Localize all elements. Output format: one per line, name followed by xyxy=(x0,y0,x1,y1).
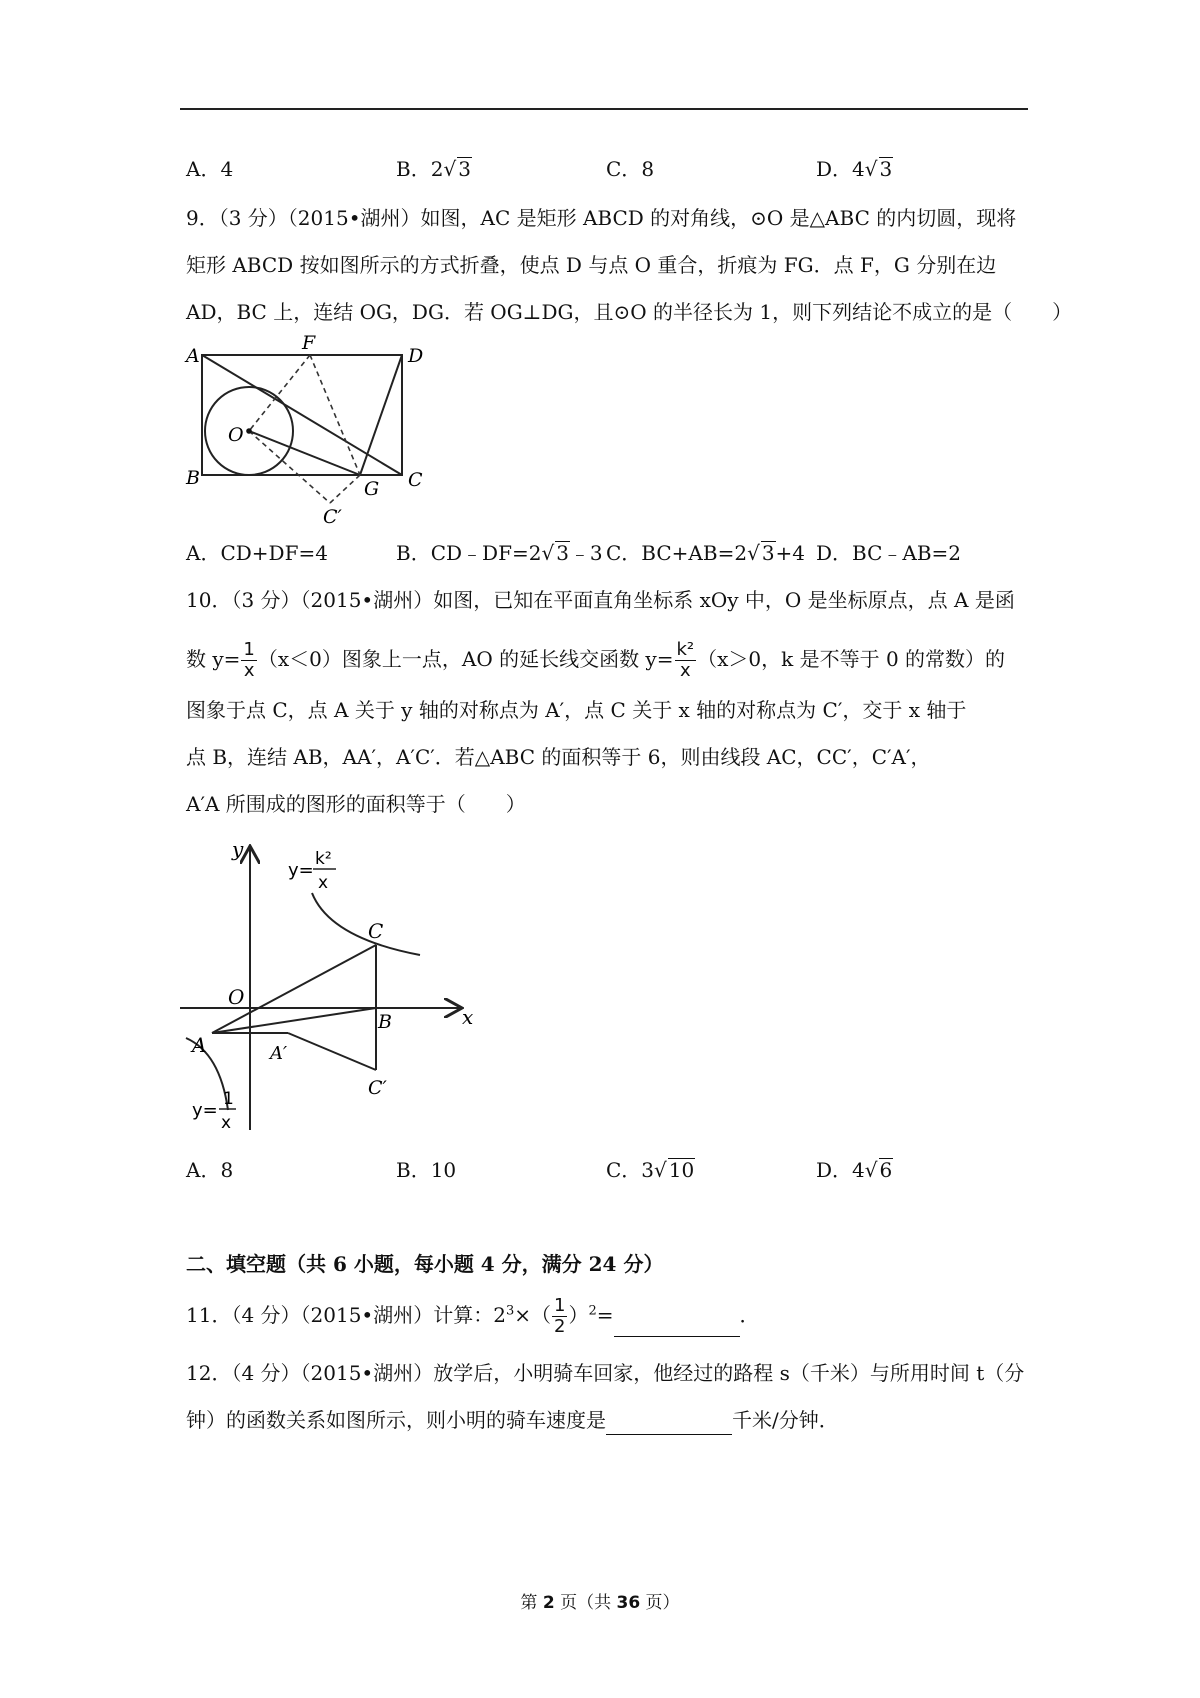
q9-figure xyxy=(180,335,450,530)
label-origin: O xyxy=(228,985,245,1009)
q9-option-d: D．BC﹣AB=2 xyxy=(816,541,962,565)
sqrt-radicand: 6 xyxy=(879,1158,893,1182)
fold-oc-prime xyxy=(249,431,330,503)
sqrt-radicand: 10 xyxy=(668,1158,695,1182)
q10-line-4: 点 B，连结 AB，AA′，A′C′．若△ABC 的面积等于 6，则由线段 AC，CC′，C′A′， xyxy=(186,745,931,769)
q9-line-3: AD，BC 上，连结 OG，DG．若 OG⊥DG，且⊙O 的半径长为 1，则下列结论不成立的是（ ） xyxy=(186,300,1073,324)
label-g: G xyxy=(364,478,380,500)
section-2-title: 二、填空题（共 6 小题，每小题 4 分，满分 24 分） xyxy=(186,1252,664,1276)
sqrt-radicand: 3 xyxy=(761,541,775,565)
q10-option-b: B．10 xyxy=(396,1158,457,1182)
page-number: 2 xyxy=(542,1593,555,1613)
fold-c-prime-g xyxy=(330,475,360,503)
label-b: B xyxy=(378,1011,392,1033)
segment-og xyxy=(249,431,360,475)
q8-option-c: C．8 xyxy=(606,157,655,181)
q10-line-5: A′A 所围成的图形的面积等于（ ） xyxy=(186,792,526,816)
fraction-k2-over-x: $\frac{\text{k²}}{x}$ xyxy=(676,639,695,681)
q8-option-b: B．2√ 3 xyxy=(396,157,471,181)
label-a-prime: A′ xyxy=(270,1043,288,1064)
q10-option-a: A．8 xyxy=(186,1158,234,1182)
label-d: D xyxy=(408,345,424,367)
header-rule xyxy=(180,108,1028,110)
fold-fg xyxy=(310,355,360,475)
label-o: O xyxy=(228,424,244,446)
q11-answer-blank[interactable] xyxy=(614,1314,740,1337)
label-x-axis: x xyxy=(462,1005,474,1029)
q9-option-a: A．CD+DF=4 xyxy=(186,541,328,565)
label-y-axis: y xyxy=(232,838,244,861)
label-a: A xyxy=(192,1033,207,1057)
q9-option-c: C．BC+AB=2√ 3+4 xyxy=(606,541,806,565)
q11-line: 11．（4 分）（2015•湖州）计算：$2^3\times$（ $\frac{1}{2}$ ）$^2$= ． xyxy=(186,1295,760,1337)
sqrt-radicand: 3 xyxy=(458,157,471,181)
segment-dg xyxy=(360,355,402,475)
page-footer: 第 2 页（共 36 页） xyxy=(520,1593,680,1613)
curve-top-den: x xyxy=(318,873,329,893)
curve-top-num: k² xyxy=(315,849,332,869)
q9-line-2: 矩形 ABCD 按如图所示的方式折叠，使点 D 与点 O 重合，折痕为 FG．点 F，G 分别在边 xyxy=(186,253,997,277)
q10-figure xyxy=(180,838,480,1138)
label-c-prime: C′ xyxy=(368,1077,387,1099)
label-b: B xyxy=(186,467,200,489)
total-pages: 36 xyxy=(616,1593,641,1613)
q12-line-1: 12．（4 分）（2015•湖州）放学后，小明骑车回家，他经过的路程 s（千米）与所用时间 t（分 xyxy=(186,1361,1025,1385)
q12-answer-blank[interactable] xyxy=(606,1412,732,1435)
q10-option-d: D．4√ 6 xyxy=(816,1158,893,1182)
fold-fo xyxy=(249,355,310,431)
fraction-1-over-x: $\frac{1}{x}$ xyxy=(243,639,255,681)
q12-line-2: 钟）的函数关系如图所示，则小明的骑车速度是 千米/分钟． xyxy=(186,1405,839,1435)
q9-line-1: 9．（3 分）（2015•湖州）如图，AC 是矩形 ABCD 的对角线，⊙O 是△ABC 的内切圆，现将 xyxy=(186,206,1017,230)
sqrt-radicand: 3 xyxy=(556,541,569,565)
diagonal-ac xyxy=(202,355,402,475)
q10-line-3: 图象于点 C，点 A 关于 y 轴的对称点为 A′，点 C 关于 x 轴的对称点为 C′，交于 x 轴于 xyxy=(186,698,967,722)
q8-option-d: D．4√ 3 xyxy=(816,157,893,181)
curve-bottom-num: 1 xyxy=(223,1089,234,1109)
point-o xyxy=(246,428,252,434)
label-f: F xyxy=(302,335,316,354)
q9-option-b: B．CD﹣DF=2√ 3﹣3 xyxy=(396,541,603,565)
sqrt-radicand: 3 xyxy=(879,157,893,181)
curve-bottom-prefix: y= xyxy=(192,1100,218,1121)
q10-line-1: 10．（3 分）（2015•湖州）如图，已知在平面直角坐标系 xOy 中，O 是坐标原点，点 A 是函 xyxy=(186,588,1015,612)
label-c: C xyxy=(408,469,423,491)
line-a-prime-c-prime xyxy=(288,1033,376,1070)
fraction-1-over-2: $\frac{1}{2}$ xyxy=(554,1295,566,1337)
curve-k2-over-x xyxy=(312,893,420,955)
curve-bottom-den: x xyxy=(221,1113,232,1133)
label-c-prime: C′ xyxy=(323,506,342,528)
q10-line-2: 数 y= $\frac{1}{x}$ （x＜0）图象上一点，AO 的延长线交函数 y= $\frac{\text{k²}}{x}$ （x＞0，k 是不等于 0 的常数）的 xyxy=(186,639,1006,681)
q10-option-c: C．3√ 10 xyxy=(606,1158,695,1182)
label-a: A xyxy=(186,345,200,367)
q8-option-a: A．4 xyxy=(186,157,234,181)
curve-top-prefix: y= xyxy=(288,860,314,881)
label-c: C xyxy=(368,919,384,943)
